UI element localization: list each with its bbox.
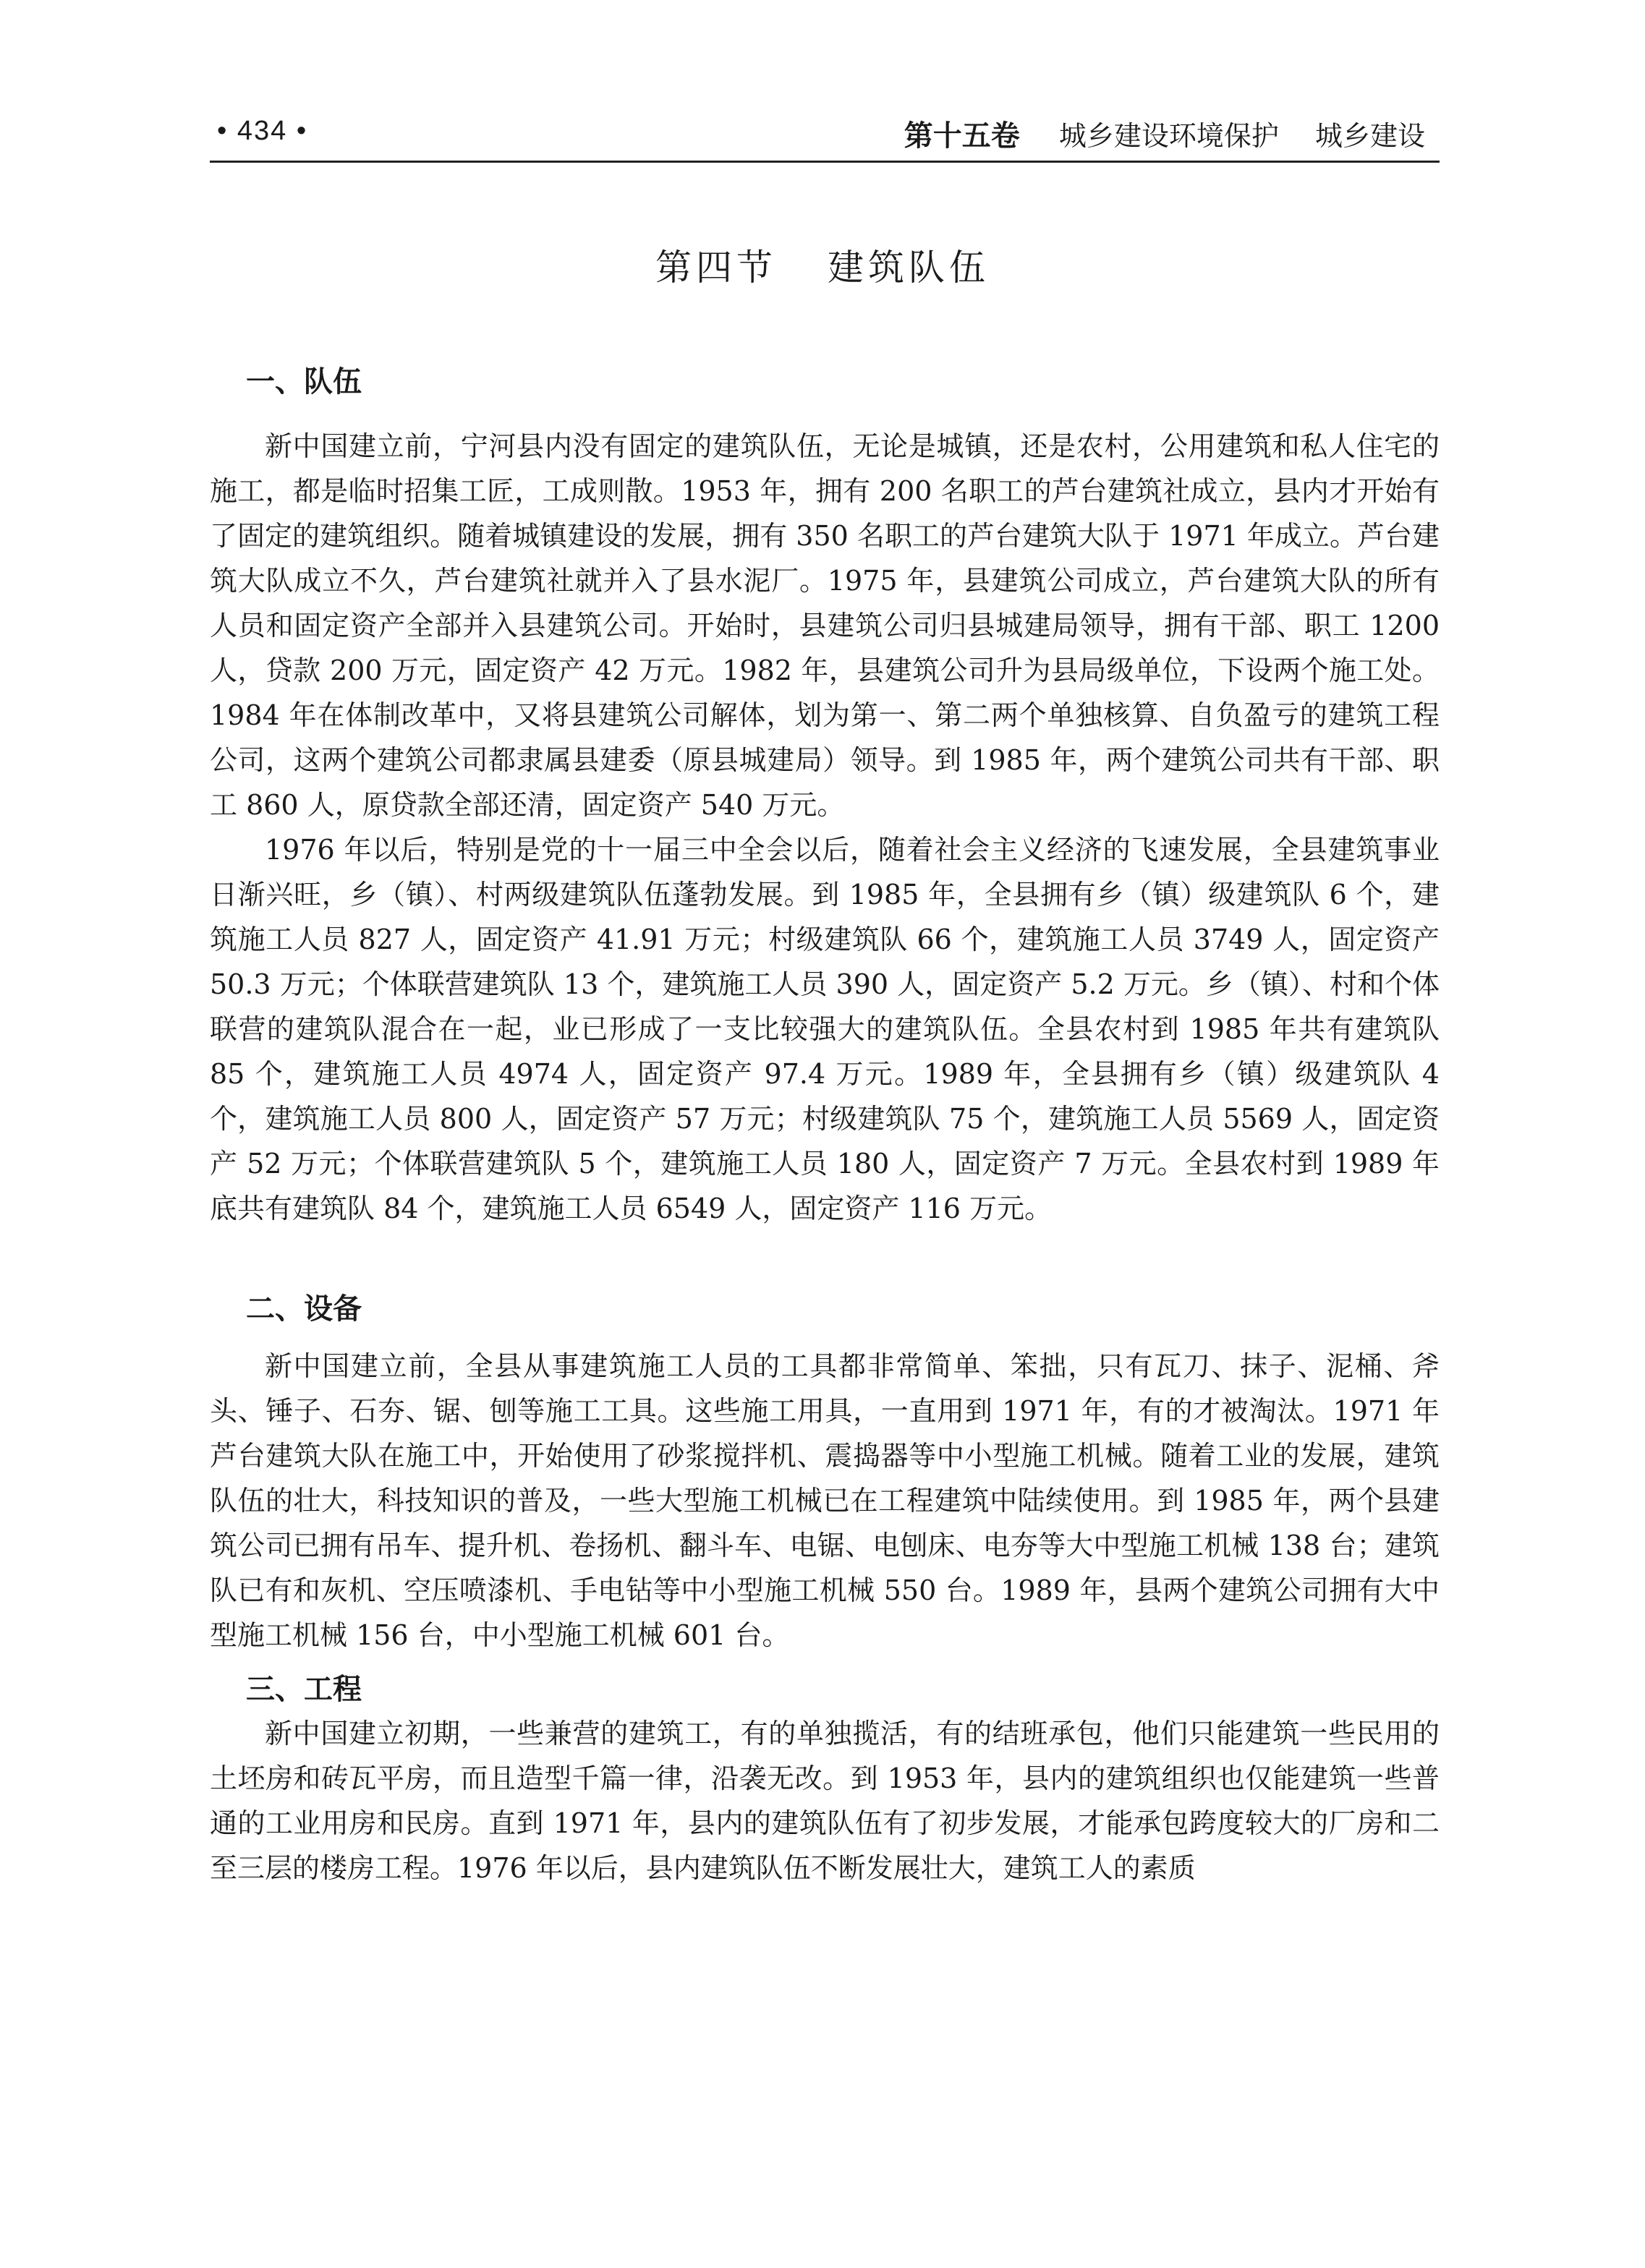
paragraph: 1976 年以后，特别是党的十一届三中全会以后，随着社会主义经济的飞速发展，全县建筑事业日渐兴旺，乡（镇）、村两级建筑队伍蓬勃发展。到 1985 年，全县拥有乡（镇）级建筑队 6 个，建筑施工人员 827 人，固定资产 41.91 万元；村级建筑队 66 个，建筑施工人员 3749 人，固定资产 50.3 万元；个体联营建筑队 13 个，建筑施工人员 390 人，固定资产 5.2 万元。乡（镇）、村和个体联营的建筑队混合在一起，业已形成了一支比较强大的建筑队伍。全县农村到 1985 年共有建筑队 85 个，建筑施工人员 4974 人，固定资产 97.4 万元。1989 年，全县拥有乡（镇）级建筑队 4 个，建筑施工人员 800 人，固定资产 57 万元；村级建筑队 75 个，建筑施工人员 5569 人，固定资产 52 万元；个体联营建筑队 5 个，建筑施工人员 180 人，固定资产 7 万元。全县农村到 1989 年底共有建筑队 84 个，建筑施工人员 6549 人，固定资产 116 万元。 xyxy=(210,834,1440,1224)
header-rule xyxy=(210,161,1440,163)
paragraph: 新中国建立前，宁河县内没有固定的建筑队伍，无论是城镇，还是农村，公用建筑和私人住宅的施工，都是临时招集工匠，工成则散。1953 年，拥有 200 名职工的芦台建筑社成立，县内才开始有了固定的建筑组织。随着城镇建设的发展，拥有 350 名职工的芦台建筑大队于 1971 年成立。芦台建筑大队成立不久，芦台建筑社就并入了县水泥厂。1975 年，县建筑公司成立，芦台建筑大队的所有人员和固定资产全部并入县建筑公司。开始时，县建筑公司归县城建局领导，拥有干部、职工 1200 人，贷款 200 万元，固定资产 42 万元。1982 年，县建筑公司升为县局级单位，下设两个施工处。1984 年在体制改革中，又将县建筑公司解体，划为第一、第二两个单独核算、自负盈亏的建筑工程公司，这两个建筑公司都隶属县建委（原县城建局）领导。到 1985 年，两个建筑公司共有干部、职工 860 人，原贷款全部还清，固定资产 540 万元。 xyxy=(210,430,1440,821)
running-head xyxy=(904,113,1425,154)
heading-teams: 一、队伍 xyxy=(246,365,362,398)
category-label: 城乡建设环境保护 xyxy=(1058,120,1279,152)
section-name: 建筑队伍 xyxy=(828,247,990,289)
page-header xyxy=(210,108,1440,159)
section-title xyxy=(0,239,1645,291)
section-number: 第四节 xyxy=(655,247,777,289)
page-number: • 434 • xyxy=(217,116,308,146)
engineering-body xyxy=(210,1711,1440,1890)
paragraph: 新中国建立初期，一些兼营的建筑工，有的单独揽活，有的结班承包，他们只能建筑一些民用的土坯房和砖瓦平房，而且造型千篇一律，沿袭无改。到 1953 年，县内的建筑组织也仅能建筑一些普通的工业用房和民房。直到 1971 年，县内的建筑队伍有了初步发展，才能承包跨度较大的厂房和二至三层的楼房工程。1976 年以后，县内建筑队伍不断发展壮大，建筑工人的素质 xyxy=(210,1718,1440,1884)
heading-equipment: 二、设备 xyxy=(246,1292,362,1326)
heading-engineering: 三、工程 xyxy=(246,1673,362,1706)
equipment-body xyxy=(210,1344,1440,1658)
volume-label: 第十五卷 xyxy=(904,119,1020,153)
paragraph: 新中国建立前，全县从事建筑施工人员的工具都非常简单、笨拙，只有瓦刀、抹子、泥桶、斧头、锤子、石夯、锯、刨等施工工具。这些施工用具，一直用到 1971 年，有的才被淘汰。1971 年芦台建筑大队在施工中，开始使用了砂浆搅拌机、震捣器等中小型施工机械。随着工业的发展，建筑队伍的壮大，科技知识的普及，一些大型施工机械已在工程建筑中陆续使用。到 1985 年，两个县建筑公司已拥有吊车、提升机、卷扬机、翻斗车、电锯、电刨床、电夯等大中型施工机械 138 台；建筑队已有和灰机、空压喷漆机、手电钻等中小型施工机械 550 台。1989 年，县两个建筑公司拥有大中型施工机械 156 台，中小型施工机械 601 台。 xyxy=(210,1350,1440,1651)
subcategory-label: 城乡建设 xyxy=(1314,120,1425,152)
teams-body xyxy=(210,424,1440,1231)
